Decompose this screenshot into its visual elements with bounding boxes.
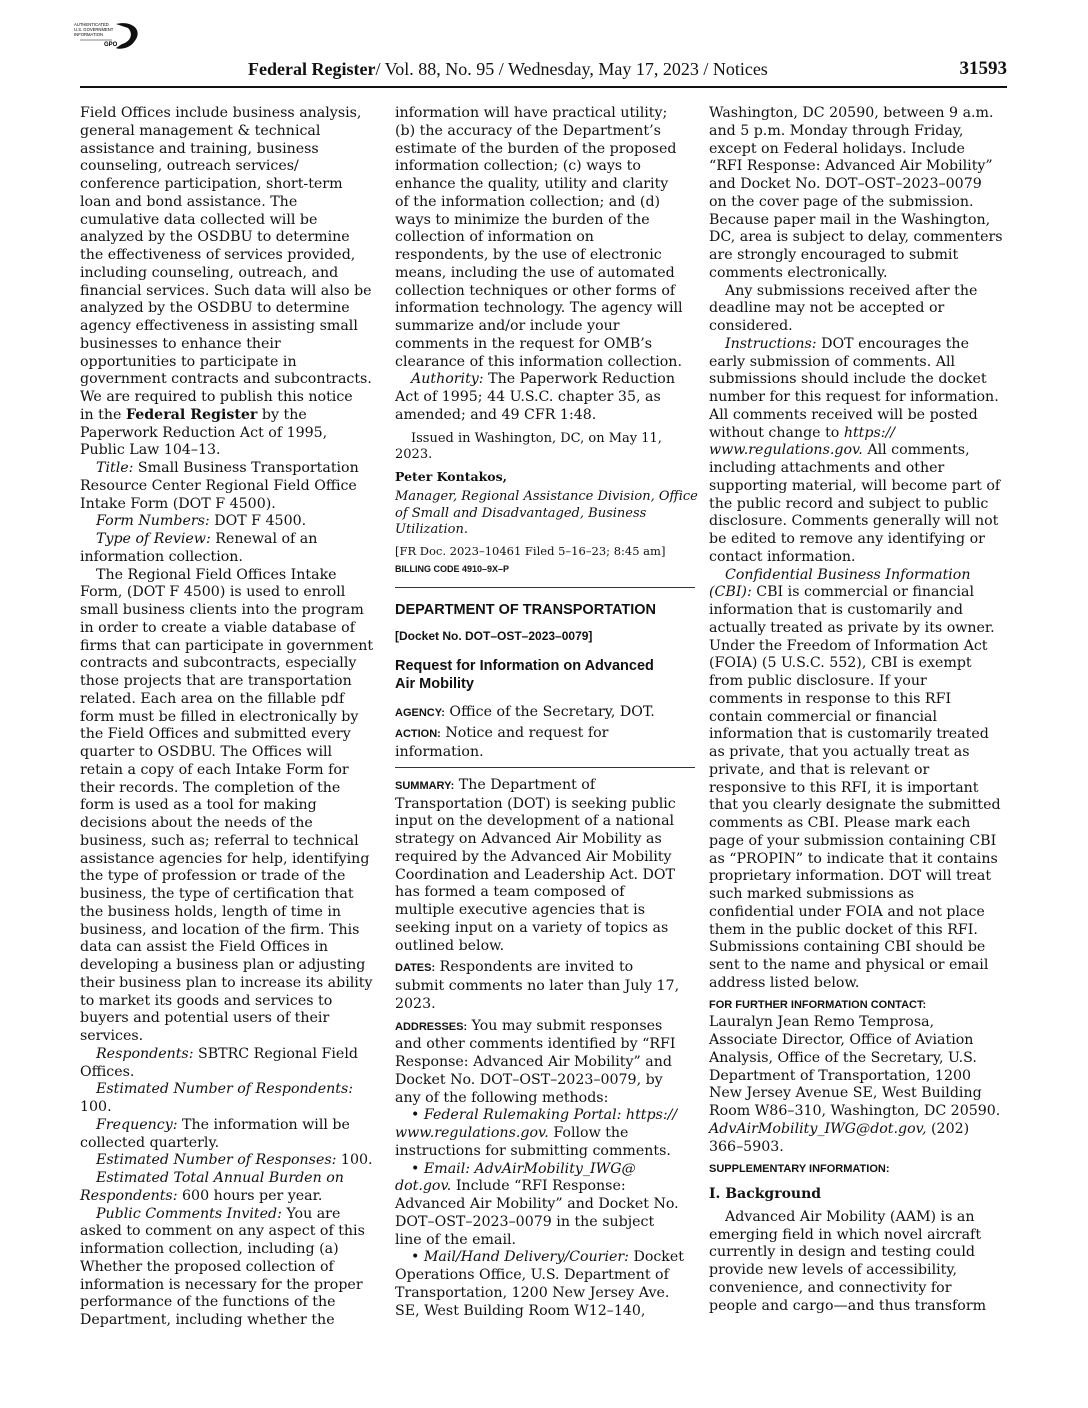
logo-text-gpo: GPO bbox=[104, 42, 118, 48]
authority-lines bbox=[395, 389, 695, 425]
text-line: submit comments no later than July 17, bbox=[395, 978, 680, 994]
text-line: analyzed by the OSDBU to determine bbox=[80, 300, 350, 317]
text-line: Submissions containing CBI should be bbox=[709, 939, 986, 956]
text-line: disclosure. Comments generally will not bbox=[709, 513, 999, 530]
text-line: (FOIA) (5 U.S.C. 552), CBI is exempt bbox=[709, 655, 972, 672]
issued-year: 2023. bbox=[395, 447, 433, 462]
federal-register-ref: Federal Register bbox=[125, 406, 258, 423]
instructions-field bbox=[709, 336, 1009, 354]
text-line: government contracts and subcontracts. bbox=[80, 371, 372, 388]
text-line: and 5 p.m. Monday through Friday, bbox=[709, 122, 964, 139]
text-line: 2023. bbox=[395, 995, 436, 1012]
text-line: Advanced Air Mobility (AAM) is an bbox=[725, 1208, 975, 1225]
text-line: their business plan to increase its ability bbox=[80, 974, 373, 991]
text-line: comments electronically. bbox=[709, 264, 888, 281]
field-label: DATES: bbox=[395, 962, 436, 975]
text-line: related. Each area on the fillable pdf bbox=[80, 690, 345, 707]
regulations-link[interactable]: https:// bbox=[843, 424, 896, 441]
field-label: Respondents: bbox=[80, 1187, 178, 1204]
text-line: to market its goods and services to bbox=[80, 992, 333, 1009]
document-title: Request for Information on Advanced bbox=[395, 657, 654, 674]
field-label: Public Comments Invited: bbox=[96, 1205, 282, 1222]
text-line: of the information collection; and (d) bbox=[395, 193, 661, 210]
text-line: general management & technical bbox=[80, 122, 321, 139]
text-line: conference participation, short-term bbox=[80, 176, 343, 192]
field-label: Estimated Number of Respondents: bbox=[96, 1081, 354, 1098]
field-label: Frequency: bbox=[96, 1116, 178, 1133]
text-line: seeking input on a variety of topics as bbox=[395, 919, 669, 936]
text-line: as “PROPIN” to indicate that it contains bbox=[709, 850, 998, 867]
text-line: services. bbox=[80, 1028, 144, 1044]
text-line: decisions about the needs of the bbox=[80, 815, 313, 831]
form-numbers-field bbox=[80, 513, 380, 531]
instructions-tail bbox=[709, 460, 1009, 567]
text-line: All comments received will be posted bbox=[709, 406, 978, 423]
text-line bbox=[395, 1125, 695, 1143]
text-line: submissions should include the docket bbox=[709, 371, 987, 388]
text-line: those projects that are transportation bbox=[80, 673, 352, 689]
field-label: ADDRESSES: bbox=[395, 1020, 468, 1033]
field-value: Docket bbox=[628, 1249, 685, 1266]
text-fragment: without change to bbox=[709, 424, 844, 441]
text-line: means, including the use of automated bbox=[395, 264, 675, 281]
text-line: “RFI Response: Advanced Air Mobility” bbox=[709, 158, 993, 175]
field-value: DOT encourages the bbox=[816, 335, 969, 352]
text-line: collection of information on bbox=[395, 229, 594, 246]
text-line: the business holds, length of time in bbox=[80, 903, 342, 920]
text-line: on the cover page of the submission. bbox=[709, 193, 974, 210]
field-value: The Paperwork Reduction bbox=[483, 371, 675, 388]
text-line: DC, area is subject to delay, commenters bbox=[709, 229, 1003, 246]
field-value: You are bbox=[281, 1205, 341, 1222]
text-line: Advanced Air Mobility” and Docket No. bbox=[395, 1196, 679, 1212]
signer-name: Peter Kontakos, bbox=[395, 468, 507, 484]
text-line: Transportation (DOT) is seeking public bbox=[395, 795, 676, 812]
address-continued-paragraph bbox=[709, 105, 1009, 283]
text-line: form is used as a tool for making bbox=[80, 797, 317, 814]
text-line: New Jersey Avenue SE, West Building bbox=[709, 1085, 982, 1102]
text-line bbox=[709, 1121, 1009, 1139]
instructions-paragraph bbox=[709, 354, 1009, 425]
text-line: opportunities to participate in bbox=[80, 353, 297, 370]
text-line bbox=[709, 584, 1009, 602]
text-line: information collection. bbox=[80, 548, 243, 565]
text-line: early submission of comments. All bbox=[709, 353, 956, 370]
text-line: collected quarterly. bbox=[80, 1134, 220, 1151]
field-value: Follow the bbox=[548, 1125, 629, 1141]
agency-field bbox=[395, 704, 695, 723]
field-value: 600 hours per year. bbox=[177, 1187, 323, 1204]
bullet-email: • Email: AdvAirMobility_IWG@ bbox=[411, 1160, 636, 1177]
text-line: are strongly encouraged to submit bbox=[709, 247, 959, 263]
email-link[interactable]: Email: AdvAirMobility_IWG@ bbox=[423, 1160, 636, 1177]
text-line: Paperwork Reduction Act of 1995, bbox=[80, 424, 328, 441]
text-line: respondents, by the use of electronic bbox=[395, 247, 662, 263]
text-line: analyzed by the OSDBU to determine bbox=[80, 229, 350, 246]
text-line: in order to create a viable database of bbox=[80, 619, 355, 636]
eagle-icon bbox=[116, 23, 138, 49]
text-line: cumulative data collected will be bbox=[80, 211, 318, 228]
text-line: asked to comment on any aspect of this bbox=[80, 1223, 365, 1240]
field-value: The information will be bbox=[177, 1116, 350, 1133]
text-line: proprietary information. DOT will treat bbox=[709, 868, 992, 885]
text-line: contracts and subcontracts, especially bbox=[80, 655, 357, 672]
title-field bbox=[80, 460, 380, 478]
field-label: Title: bbox=[96, 460, 134, 476]
text-line: Public Law 104–13. bbox=[80, 442, 221, 459]
text-line: as private, that you actually treat as bbox=[709, 744, 970, 760]
field-value: Small Business Transportation bbox=[133, 460, 359, 476]
contact-paragraph bbox=[709, 1014, 1009, 1121]
field-label: Estimated Total Annual Burden on bbox=[96, 1170, 344, 1186]
email-link-tail[interactable]: dot.gov. bbox=[395, 1178, 452, 1195]
type-of-review-field bbox=[80, 531, 380, 549]
text-line: business, and location of the firm. This bbox=[80, 921, 360, 938]
text-line: the type of profession or trade of the bbox=[80, 868, 346, 885]
respondents-field bbox=[80, 1046, 380, 1064]
text-line: confidential under FOIA and not place bbox=[709, 903, 985, 920]
text-line: Act of 1995; 44 U.S.C. chapter 35, as bbox=[395, 389, 661, 405]
text-line bbox=[80, 407, 380, 425]
header-title bbox=[248, 59, 768, 80]
text-line: DOT–OST–2023–0079 in the subject bbox=[395, 1213, 655, 1230]
text-line bbox=[709, 425, 1009, 443]
column-3 bbox=[709, 105, 1009, 1315]
text-line: has formed a team composed of bbox=[395, 884, 625, 901]
field-label: ACTION: bbox=[395, 728, 441, 741]
text-line: emerging field in which novel aircraft bbox=[709, 1226, 982, 1243]
logo-text: AUTHENTICATED bbox=[74, 22, 109, 27]
text-line: clearance of this information collection. bbox=[395, 353, 682, 370]
text-line: We are required to publish this notice bbox=[80, 389, 353, 405]
burden-field-value bbox=[80, 1188, 380, 1206]
burden-field bbox=[80, 1170, 380, 1188]
supplementary-heading: SUPPLEMENTARY INFORMATION: bbox=[709, 1163, 890, 1176]
text-fragment: by the bbox=[257, 406, 307, 423]
text-line: private, and that is relevant or bbox=[709, 761, 930, 778]
text-line: The Regional Field Offices Intake bbox=[96, 566, 337, 583]
field-value: 100. bbox=[336, 1152, 373, 1169]
addresses-paragraph bbox=[395, 1036, 695, 1107]
text-line: their records. The completion of the bbox=[80, 779, 341, 796]
text-line: assistance agencies for help, identifying bbox=[80, 850, 370, 867]
dates-paragraph bbox=[395, 978, 695, 1014]
text-line: Offices. bbox=[80, 1063, 135, 1080]
docket-number: [Docket No. DOT–OST–2023–0079] bbox=[395, 628, 593, 643]
text-line: quarter to OSDBU. The Offices will bbox=[80, 744, 333, 760]
fr-doc-line: [FR Doc. 2023–10461 Filed 5–16–23; 8:45 am] bbox=[395, 543, 666, 558]
field-label: Form Numbers: bbox=[96, 513, 210, 530]
field-value: Include “RFI Response: bbox=[451, 1178, 626, 1195]
field-label: Authority: bbox=[411, 371, 484, 388]
text-line: agency effectiveness in assisting small bbox=[80, 318, 358, 334]
mail-paragraph bbox=[395, 1267, 695, 1320]
text-line: responsive to this RFI, it is important bbox=[709, 779, 979, 796]
section-heading: I. Background bbox=[709, 1186, 822, 1202]
cbi-paragraph bbox=[709, 602, 1009, 993]
text-line: Associate Director, Office of Aviation bbox=[709, 1032, 974, 1048]
text-line: information is necessary for the proper bbox=[80, 1276, 363, 1293]
text-line: Coordination and Leadership Act. DOT bbox=[395, 866, 676, 883]
text-line: number for this request for information. bbox=[709, 389, 999, 405]
text-line: Lauralyn Jean Remo Temprosa, bbox=[709, 1014, 935, 1031]
volume-info: / Vol. 88, No. 95 / Wednesday, May 17, 2023 / Notices bbox=[375, 59, 768, 79]
field-value: The Department of bbox=[454, 776, 596, 793]
contact-email-link[interactable]: AdvAirMobility_IWG@dot.gov, bbox=[709, 1120, 927, 1137]
portal-link[interactable]: Federal Rulemaking Portal: https:// bbox=[423, 1107, 678, 1124]
text-line: developing a business plan or adjusting bbox=[80, 957, 366, 973]
text-line: convenience, and connectivity for bbox=[709, 1279, 952, 1296]
paragraph-tail bbox=[80, 425, 380, 461]
agency-heading: DEPARTMENT OF TRANSPORTATION bbox=[395, 601, 656, 618]
text-line: and Docket No. DOT–OST–2023–0079 bbox=[709, 176, 982, 192]
column-1 bbox=[80, 105, 380, 1330]
text-line: buyers and potential users of their bbox=[80, 1010, 330, 1027]
text-line: summarize and/or include your bbox=[395, 318, 620, 334]
text-line: from public disclosure. If your bbox=[709, 673, 927, 689]
text-line: Under the Freedom of Information Act bbox=[709, 637, 988, 654]
dates-field bbox=[395, 959, 695, 978]
text-line: except on Federal holidays. Include bbox=[709, 140, 965, 157]
intake-form-paragraph bbox=[80, 567, 380, 1046]
text-line: Analysis, Office of the Secretary, U.S. bbox=[709, 1049, 977, 1066]
text-line: deadline may not be accepted or bbox=[709, 300, 945, 317]
logo-text-2: U.S. GOVERNMENT bbox=[74, 27, 114, 32]
text-line: that you clearly designate the submitted bbox=[709, 797, 1001, 814]
text-line: Room W86–310, Washington, DC 20590. bbox=[709, 1103, 1001, 1119]
text-line: Field Offices include business analysis, bbox=[80, 105, 362, 121]
section-divider bbox=[395, 587, 695, 588]
field-label: Respondents: bbox=[96, 1045, 194, 1062]
page-number: 31593 bbox=[959, 58, 1007, 79]
text-line: information that is customarily treated bbox=[709, 726, 989, 743]
page-header bbox=[80, 58, 1007, 82]
bullet-portal: • Federal Rulemaking Portal: https:// bbox=[411, 1107, 678, 1124]
header-rule bbox=[80, 86, 1007, 88]
intake-paragraph bbox=[80, 105, 380, 407]
text-line: Docket No. DOT–OST–2023–0079, by bbox=[395, 1071, 663, 1088]
text-line: be edited to remove any identifying or bbox=[709, 531, 985, 547]
field-label: Type of Review: bbox=[96, 531, 211, 547]
text-line: any of the following methods: bbox=[395, 1089, 609, 1106]
logo-text-3: INFORMATION bbox=[74, 32, 103, 37]
text-line: Department, including whether the bbox=[80, 1312, 335, 1328]
text-line: comments in response to this RFI bbox=[709, 690, 952, 707]
text-line: collection techniques or other forms of bbox=[395, 282, 676, 299]
field-label: (CBI): bbox=[709, 584, 752, 601]
text-line: businesses to enhance their bbox=[80, 335, 281, 352]
text-line: Intake Form (DOT F 4500). bbox=[80, 495, 276, 512]
text-line: Resource Center Regional Field Office bbox=[80, 477, 357, 494]
gpo-authenticated-logo bbox=[72, 18, 152, 60]
text-line: address listed below. bbox=[709, 974, 860, 991]
signer-title: Utilization. bbox=[395, 522, 468, 537]
column-2 bbox=[395, 105, 698, 1320]
text-line: the Field Offices and submitted every bbox=[80, 726, 351, 743]
text-line: information. bbox=[395, 744, 484, 760]
text-line: supporting material, will become part of bbox=[709, 477, 1001, 494]
est-respondents-field bbox=[80, 1081, 380, 1099]
text-line: comments in the request for OMB’s bbox=[395, 335, 653, 352]
addresses-field bbox=[395, 1018, 695, 1037]
text-line: SE, West Building Room W12–140, bbox=[395, 1302, 646, 1319]
field-value: You may submit responses bbox=[467, 1017, 663, 1034]
text-line: information technology. The agency will bbox=[395, 300, 683, 317]
text-line: business, such as; referral to technical bbox=[80, 832, 359, 849]
late-submission-paragraph bbox=[709, 283, 1009, 336]
cbi-field bbox=[709, 567, 1009, 585]
background-paragraph bbox=[709, 1209, 1009, 1316]
regulations-link[interactable]: www.regulations.gov. bbox=[395, 1125, 549, 1141]
bullet-mail: • Mail/Hand Delivery/Courier: Docket bbox=[411, 1249, 685, 1266]
signer-title: of Small and Disadvantaged, Business bbox=[395, 505, 647, 521]
public-comments-field bbox=[80, 1206, 380, 1224]
text-line: business, the type of certification that bbox=[80, 886, 354, 902]
field-label: Instructions: bbox=[725, 335, 817, 352]
field-label: AGENCY: bbox=[395, 706, 445, 719]
text-line: actually treated as private by its owner. bbox=[709, 619, 995, 636]
summary-field bbox=[395, 777, 695, 796]
text-line: comments as CBI. Please mark each bbox=[709, 815, 971, 831]
text-line: Washington, DC 20590, between 9 a.m. bbox=[709, 105, 994, 121]
text-line: line of the email. bbox=[395, 1231, 517, 1248]
text-line: such marked submissions as bbox=[709, 886, 915, 902]
summary-paragraph bbox=[395, 796, 695, 956]
text-line: provide new levels of accessibility, bbox=[709, 1262, 957, 1278]
text-line: form must be filled in electronically by bbox=[80, 708, 359, 725]
signer-title: Manager, Regional Assistance Division, Office bbox=[395, 489, 698, 504]
billing-code: BILLING CODE 4910–9X–P bbox=[395, 563, 510, 574]
text-line: information that is customarily and bbox=[709, 602, 964, 618]
text-line: assistance and training, business bbox=[80, 140, 319, 157]
text-line: Transportation, 1200 New Jersey Ave. bbox=[395, 1284, 670, 1301]
text-line: and other comments identified by “RFI bbox=[395, 1036, 676, 1053]
text-fragment: All comments, bbox=[862, 442, 970, 459]
text-line: loan and bond assistance. The bbox=[80, 193, 298, 210]
text-line: currently in design and testing could bbox=[709, 1244, 975, 1261]
text-line: considered. bbox=[709, 318, 793, 334]
text-line: including counseling, outreach, and bbox=[80, 264, 339, 281]
text-line: instructions for submitting comments. bbox=[395, 1142, 671, 1159]
est-responses-field bbox=[80, 1152, 380, 1170]
text-line: Any submissions received after the bbox=[725, 282, 978, 299]
field-value: Office of the Secretary, DOT. bbox=[444, 703, 655, 720]
authority-field bbox=[395, 371, 695, 389]
regulations-link-tail[interactable]: www.regulations.gov. bbox=[709, 442, 863, 459]
text-line: information collection, including (a) bbox=[80, 1241, 339, 1257]
contact-heading: FOR FURTHER INFORMATION CONTACT: bbox=[709, 998, 927, 1011]
text-line bbox=[709, 442, 1009, 460]
text-line: data can assist the Field Offices in bbox=[80, 939, 329, 956]
text-line: estimate of the burden of the proposed bbox=[395, 140, 677, 157]
text-line: Department of Transportation, 1200 bbox=[709, 1067, 972, 1084]
field-value: Respondents are invited to bbox=[435, 959, 634, 976]
text-line: them in the public docket of this RFI. bbox=[709, 921, 978, 938]
text-line: 100. bbox=[80, 1099, 112, 1115]
text-line: (b) the accuracy of the Department’s bbox=[395, 122, 661, 139]
publication-name: Federal Register bbox=[248, 59, 376, 79]
text-line: ways to minimize the burden of the bbox=[395, 211, 650, 228]
issued-line: Issued in Washington, DC, on May 11, bbox=[411, 430, 662, 446]
action-field bbox=[395, 725, 695, 744]
email-paragraph bbox=[395, 1196, 695, 1249]
field-value: Renewal of an bbox=[210, 531, 318, 547]
text-line: contact information. bbox=[709, 548, 856, 565]
field-label: Confidential Business Information bbox=[725, 566, 971, 583]
text-line: enhance the quality, utility and clarity bbox=[395, 176, 669, 192]
text-line: people and cargo—and thus transform bbox=[709, 1297, 987, 1314]
text-line: Form, (DOT F 4500) is used to enroll bbox=[80, 584, 346, 601]
field-label: Mail/Hand Delivery/Courier: bbox=[423, 1249, 629, 1266]
field-value: SBTRC Regional Field bbox=[193, 1045, 358, 1062]
text-line: page of your submission containing CBI bbox=[709, 832, 997, 849]
text-line: multiple executive agencies that is bbox=[395, 902, 645, 918]
text-line: information collection; (c) ways to bbox=[395, 158, 641, 175]
text-line: contain commercial or financial bbox=[709, 708, 938, 725]
text-line: retain a copy of each Intake Form for bbox=[80, 761, 349, 778]
text-line: including attachments and other bbox=[709, 460, 945, 476]
text-line: Operations Office, U.S. Department of bbox=[395, 1267, 669, 1283]
text-line: sent to the name and physical or email bbox=[709, 957, 989, 973]
text-line: small business clients into the program bbox=[80, 602, 364, 618]
signature-block bbox=[395, 430, 698, 539]
text-line: 366–5903. bbox=[709, 1138, 784, 1155]
field-value: CBI is commercial or financial bbox=[751, 584, 975, 601]
text-line: required by the Advanced Air Mobility bbox=[395, 848, 672, 865]
text-line: Whether the proposed collection of bbox=[80, 1258, 334, 1275]
text-line: the public record and subject to public bbox=[709, 495, 989, 512]
text-line bbox=[395, 1178, 695, 1196]
field-label: Estimated Number of Responses: bbox=[96, 1152, 337, 1169]
frequency-field bbox=[80, 1117, 380, 1135]
document-title: Air Mobility bbox=[395, 675, 474, 692]
text-line: Response: Advanced Air Mobility” and bbox=[395, 1054, 672, 1070]
text-line: firms that can participate in government bbox=[80, 637, 374, 654]
comments-continued-paragraph bbox=[395, 105, 695, 371]
field-value: Notice and request for bbox=[440, 725, 609, 742]
text-line: financial services. Such data will also be bbox=[80, 282, 372, 299]
text-line: information will have practical utility; bbox=[395, 105, 668, 121]
comments-paragraph bbox=[80, 1223, 380, 1330]
section-divider bbox=[395, 767, 695, 768]
text-line: amended; and 49 CFR 1:48. bbox=[395, 406, 597, 423]
text-line: the effectiveness of services provided, bbox=[80, 247, 356, 263]
text-line: performance of the functions of the bbox=[80, 1294, 336, 1311]
text-line: counseling, outreach services/ bbox=[80, 158, 299, 175]
field-label: SUMMARY: bbox=[395, 779, 455, 792]
text-line: outlined below. bbox=[395, 937, 505, 954]
contact-phone: (202) bbox=[926, 1120, 970, 1137]
text-line: input on the development of a national bbox=[395, 813, 675, 830]
text-line: strategy on Advanced Air Mobility as bbox=[395, 831, 662, 847]
field-value: DOT F 4500. bbox=[209, 513, 307, 530]
text-line: Because paper mail in the Washington, bbox=[709, 211, 991, 228]
text-fragment: in the bbox=[80, 406, 126, 423]
